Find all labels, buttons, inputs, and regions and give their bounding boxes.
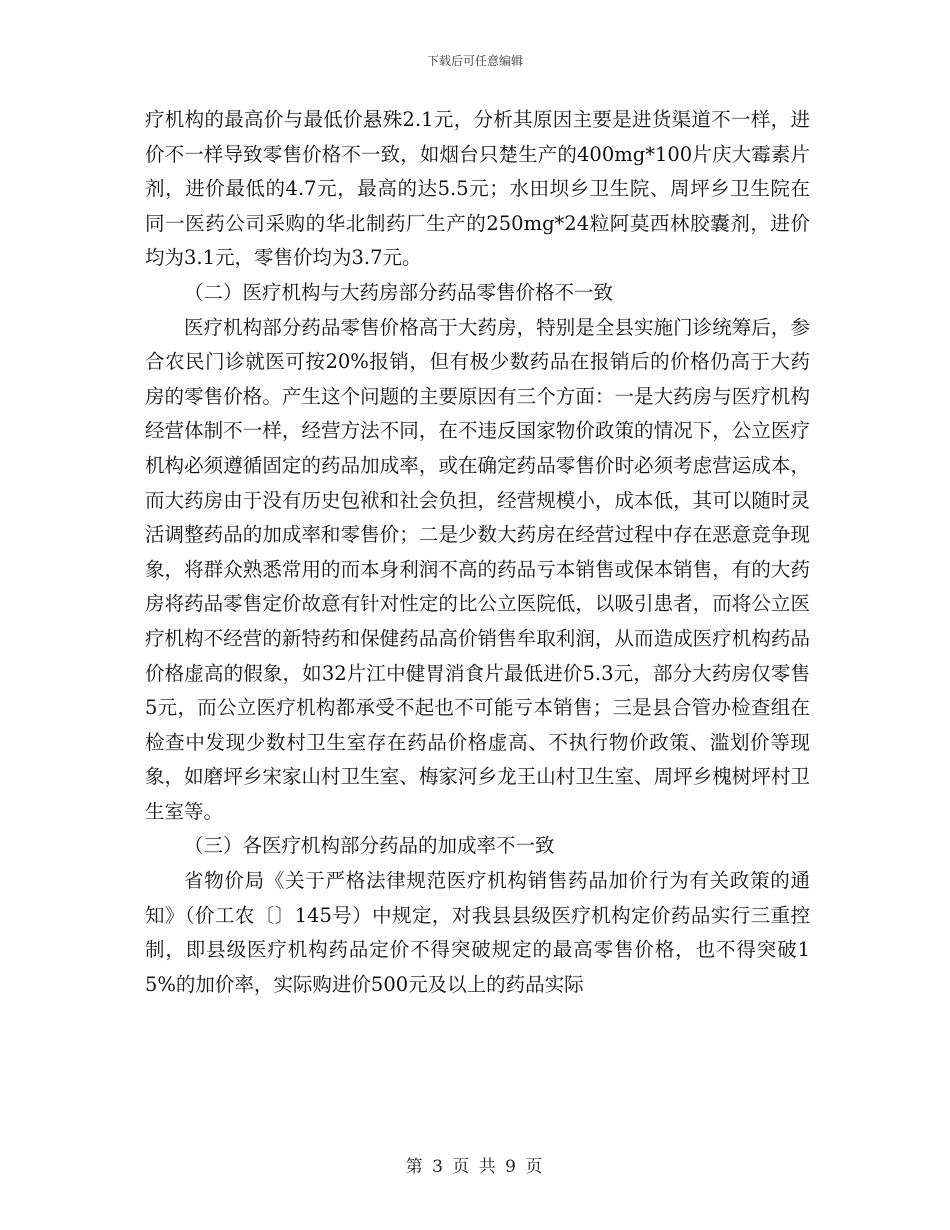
paragraph-1: 疗机构的最高价与最低价悬殊2.1元，分析其原因主要是进货渠道不一样，进价不一样导致零售价格不一致，如烟台只楚生产的400mg*100片庆大霉素片剂，进价最低的4.7元，最高的达5.5元；水田坝乡卫生院、周坪乡卫生院在同一医药公司采购的华北制药厂生产的250mg*24粒阿莫西林胶囊剂，进价均为3.1元，零售价均为3.7元。 — [145, 108, 810, 270]
section-heading-3: （三）各医疗机构部分药品的加成率不一致 — [184, 834, 555, 858]
section-heading-2: （二）医疗机构与大药房部分药品零售价格不一致 — [184, 280, 614, 304]
paragraph-3: 省物价局《关于严格法律规范医疗机构销售药品加价行为有关政策的通知》（价工农〔〕145号）中规定，对我县县级医疗机构定价药品实行三重控制，即县级医疗机构药品定价不得突破规定的最高零售价格，也不得突破15%的加价率，实际购进价500元及以上的药品实际 — [145, 869, 810, 996]
paragraph-2: 医疗机构部分药品零售价格高于大药房，特别是全县实施门诊统筹后，参合农民门诊就医可按20%报销，但有极少数药品在报销后的价格仍高于大药房的零售价格。产生这个问题的主要原因有三个方面：一是大药房与医疗机构经营体制不一样，经营方法不同，在不违反国家物价政策的情况下，公立医疗机构必须遵循固定的药品加成率，或在确定药品零售价时必须考虑营运成本，而大药房由于没有历史包袱和社会负担，经营规模小，成本低，其可以随时灵活调整药品的加成率和零售价；二是少数大药房在经营过程中存在恶意竞争现象，将群众熟悉常用的而本身利润不高的药品亏本销售或保本销售，有的大药房将药品零售定价故意有针对性定的比公立医院低，以吸引患者，而将公立医疗机构不经营的新特药和保健药品高价销售牟取利润，从而造成医疗机构药品价格虚高的假象，如32片江中健胃消食片最低进价5.3元，部分大药房仅零售5元，而公立医疗机构都承受不起也不可能亏本销售；三是县合管办检查组在检查中发现少数村卫生室存在药品价格虚高、不执行物价政策、滥划价等现象，如磨坪乡宋家山村卫生室、梅家河乡龙王山村卫生室、周坪乡槐树坪村卫生室等。 — [145, 315, 810, 823]
page-header: 下载后可任意编辑 — [426, 54, 523, 68]
page-number: 第 3 页 共 9 页 — [405, 1157, 545, 1177]
document-body — [145, 103, 810, 1002]
